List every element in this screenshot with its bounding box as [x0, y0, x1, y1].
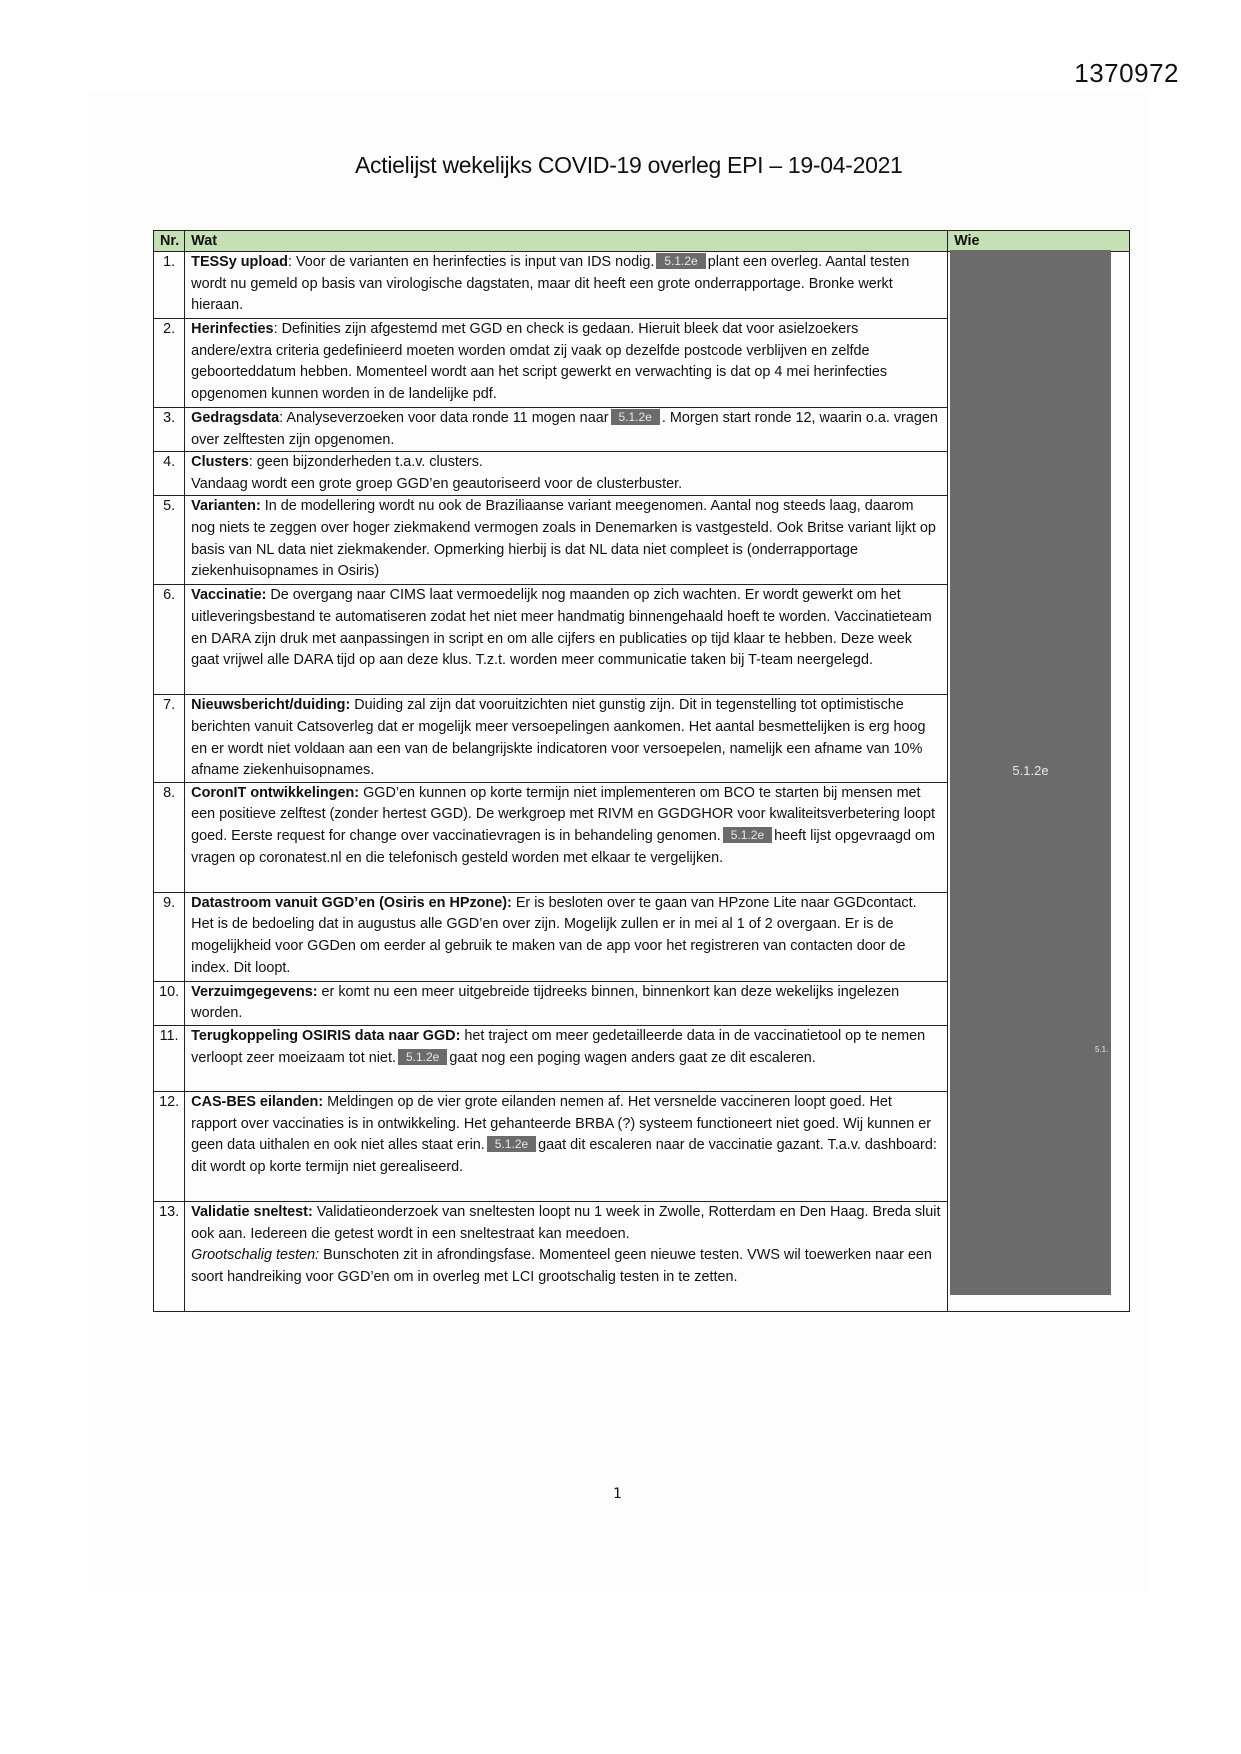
row-text: Definities zijn afgestemd met GGD en check is gedaan. Hieruit bleek dat voor asielzoekers andere/extra criteria gedefinieerd moeten worden omdat zij vaak op dezelfde postcode verblijven en zelfde geboorteddatum hebben. Momenteel wordt aan het script gewerkt en verwachting is dat op 4 mei herinfecties opgenomen kunnen worden in de landelijke pdf.: [191, 321, 888, 402]
row-text: heeft lijst opgevraagd om vragen op coronatest.nl en die telefonisch gesteld worden met elkaar te vergelijken.: [191, 827, 935, 866]
topic-label: CoronIT ontwikkelingen:: [191, 784, 360, 801]
row-text-line2: Vandaag wordt een grote groep GGD’en geautoriseerd voor de clusterbuster.: [191, 475, 683, 492]
topic-label: Datastroom vanuit GGD’en (Osiris en HPzone):: [191, 894, 512, 911]
column-header-nr: Nr.: [154, 231, 185, 252]
row-text: geen bijzonderheden t.a.v. clusters.: [256, 454, 483, 471]
row-text: Voor de varianten en herinfecties is input van IDS nodig.: [295, 254, 655, 270]
row-text: In de modellering wordt nu ook de Braziliaanse variant meegenomen. Aantal nog steeds laag, daarom nog niets te zeggen over hoger ziekmakend vermogen zoals in Denemarken is vastgesteld. Ook Britse variant lijkt op basis van NL data niet ziekmakender. Opmerking hierbij is dat NL data niet compleet is (onderrapportage ziekenhuisopnames in Osiris): [191, 498, 936, 580]
row-description: [185, 1091, 948, 1201]
row-description: [185, 1201, 948, 1311]
row-description: [185, 585, 948, 695]
topic-label: Herinfecties: [191, 321, 274, 337]
redaction-box: 5.1.2e: [398, 1049, 447, 1065]
table-header-row: [154, 231, 1130, 252]
row-number: 13.: [154, 1201, 185, 1311]
redaction-code-clipped: 5.1.: [1095, 1045, 1109, 1054]
row-number: 10.: [154, 981, 185, 1025]
separator: :: [279, 410, 287, 426]
row-number: 6.: [154, 585, 185, 695]
row-number: 12.: [154, 1091, 185, 1201]
column-header-wat: Wat: [185, 231, 948, 252]
row-number: 11.: [154, 1025, 185, 1091]
row-text: Duiding zal zijn dat vooruitzichten niet gunstig zijn. Dit in tegenstelling tot optimistische berichten vanuit Catsoverleg dat er mogelijk meer versoepelingen aankomen. Het aantal besmettelijken is erg hoog en er wordt niet voldaan aan een van de belangrijskte indicatoren voor versoepelen, namelijk een afname van 10% afname ziekenhuisopnames.: [191, 697, 926, 779]
topic-label: Terugkoppeling OSIRIS data naar GGD:: [191, 1027, 461, 1044]
row-description: [185, 981, 948, 1025]
row-text: GGD’en kunnen op korte termijn niet implementeren om BCO te starten bij mensen met een positieve zelftest (zonder hertest GGD). De werkgroep met RIVM en GGDGHOR voor kwaliteitsverbetering loopt goed. Eerste request for change over vaccinatievragen is in behandeling genomen.: [191, 784, 935, 844]
topic-label: Verzuimgegevens:: [191, 983, 318, 1000]
row-number: 4.: [154, 452, 185, 496]
row-number: 8.: [154, 782, 185, 892]
row-number: 5.: [154, 496, 185, 585]
redaction-box: 5.1.2e: [487, 1136, 536, 1152]
row-text: Validatieonderzoek van sneltesten loopt nu 1 week in Zwolle, Rotterdam en Den Haag. Breda sluit ook aan. Iedereen die getest wordt in een sneltestraat kan meedoen.: [191, 1203, 941, 1242]
redaction-code: 5.1.2e: [1012, 763, 1049, 778]
row-text: er komt nu een meer uitgebreide tijdreeks binnen, binnenkort kan deze wekelijks ingelezen worden.: [191, 983, 900, 1022]
row-description: [185, 319, 948, 408]
owner-column-redaction: [950, 250, 1111, 1295]
row-number: 9.: [154, 892, 185, 981]
row-text: plant een overleg. Aantal testen wordt nu gemeld op basis van virologische dagstaten, maar dit heeft een grote onderrapportage. Bronke werkt hieraan.: [191, 254, 910, 314]
topic-label: TESSy upload: [191, 254, 288, 270]
row-number: 2.: [154, 319, 185, 408]
row-text: gaat nog een poging wagen anders gaat ze dit escaleren.: [449, 1049, 816, 1066]
row-text: De overgang naar CIMS laat vermoedelijk nog maanden op zich wachten. Er wordt gewerkt om het uitleveringsbestand te automatiseren zodat het niet meer handmatig binnengehaald hoeft te worden. Vaccinatieteam en DARA zijn druk met aanpassingen in script en om alle cijfers en publicaties op tijd klaar te hebben. Deze week gaat vrijwel alle DARA tijd op aan deze klus. T.z.t. worden meer communicatie taken bij T-team neergelegd.: [191, 587, 932, 669]
row-text: Analyseverzoeken voor data ronde 11 mogen naar: [286, 410, 609, 426]
row-number: 7.: [154, 695, 185, 782]
row-description: [185, 892, 948, 981]
row-description: [185, 252, 948, 319]
separator: :: [287, 254, 296, 270]
redaction-box: 5.1.2e: [656, 253, 705, 269]
row-description: [185, 496, 948, 585]
row-text-line2: Bunschoten zit in afrondingsfase. Momenteel geen nieuwe testen. VWS wil toewerken naar een soort handreiking voor GGD’en om in overleg met LCI grootschalig testen in te zetten.: [191, 1247, 932, 1285]
page-title: Actielijst wekelijks COVID-19 overleg EPI – 19-04-2021: [355, 152, 903, 178]
topic-label: Nieuwsbericht/duiding:: [191, 697, 351, 714]
row-text: . Morgen start ronde 12, waarin o.a. vragen over zelftesten zijn opgenomen.: [191, 410, 938, 448]
column-header-wie: Wie: [948, 231, 1130, 252]
separator: :: [273, 321, 282, 337]
row-text: gaat dit escaleren naar de vaccinatie gazant. T.a.v. dashboard: dit wordt op korte termijn niet gerealiseerd.: [191, 1137, 937, 1175]
row-description: [185, 1025, 948, 1091]
redaction-box: 5.1.2e: [723, 827, 772, 843]
topic-label: Validatie sneltest:: [191, 1203, 313, 1220]
separator: :: [248, 454, 257, 471]
row-description: [185, 782, 948, 892]
document-number: 1370972: [1074, 58, 1179, 88]
row-text: het traject om meer gedetailleerde data in de vaccinatietool op te nemen verloopt zeer moeizaam tot niet.: [191, 1027, 926, 1066]
topic-label: CAS-BES eilanden:: [191, 1093, 324, 1110]
row-number: 3.: [154, 408, 185, 452]
topic-label: Vaccinatie:: [191, 587, 267, 604]
row-number: 1.: [154, 252, 185, 319]
row-text: Er is besloten over te gaan van HPzone Lite naar GGDcontact. Het is de bedoeling dat in augustus alle GGD’en over zijn. Mogelijk zullen er in mei al 1 of 2 overgaan. Er is de mogelijkheid voor GGDen om eerder al gebruik te maken van de app voor het registreren van contacten door de index. Dit loopt.: [191, 894, 917, 976]
topic-label: Clusters: [191, 454, 249, 471]
topic-label: Gedragsdata: [191, 410, 280, 426]
topic-label: Varianten:: [191, 498, 261, 515]
row-description: [185, 408, 948, 452]
redaction-box: 5.1.2e: [611, 409, 660, 425]
row-description: [185, 452, 948, 496]
row-text: Meldingen op de vier grote eilanden nemen af. Het versnelde vaccineren loopt goed. Het rapport over vaccinaties is in ontwikkeling. Het gehanteerde BRBA (?) systeem functioneert niet goed. Wij kunnen er geen data uithalen en ook niet alles staat erin.: [191, 1093, 932, 1154]
row-description: [185, 695, 948, 782]
sub-topic-label: Grootschalig testen:: [191, 1247, 320, 1264]
page-number: 1: [613, 1486, 622, 1502]
